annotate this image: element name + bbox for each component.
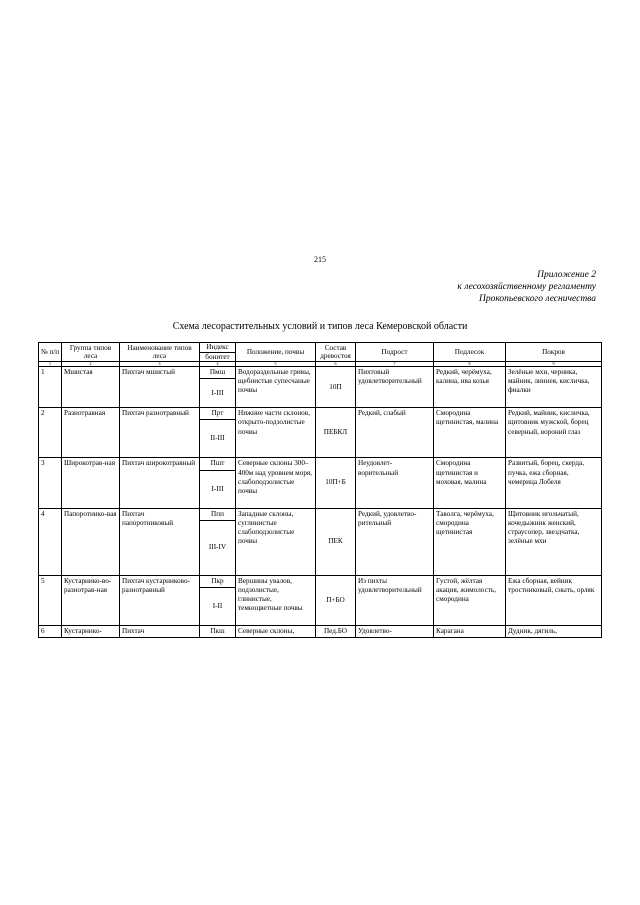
column-number: 7 [356, 362, 434, 367]
cell-name: Пихтач папоротниковый [120, 508, 200, 575]
column-number: 9 [506, 362, 602, 367]
column-number: 1 [39, 362, 62, 367]
cell-position: Северные склоны, [236, 626, 316, 638]
cell-num: 6 [39, 626, 62, 638]
header-underbrush: Подлесок [434, 343, 506, 362]
cell-bonitet: III-IV [200, 520, 236, 575]
header-row [39, 343, 602, 353]
cell-composition: Пед.БО [316, 626, 356, 638]
cell-group: Кустарнико- [62, 626, 120, 638]
cell-undergrowth: Редкий, удовлетво-рительный [356, 508, 434, 575]
cell-composition: П+БО [316, 575, 356, 625]
cell-group: Разнотравная [62, 408, 120, 458]
cell-num: 5 [39, 575, 62, 625]
cell-position: Водораздельные гривы, щебнистые супесчаные почвы [236, 367, 316, 408]
column-number: 4 [200, 362, 236, 367]
cell-position: Западные склоны, суглинистые слабоподзолистые почвы [236, 508, 316, 575]
cell-index: Пкш [200, 626, 236, 638]
cell-name: Пихтач разнотравный [120, 408, 200, 458]
cell-undergrowth: Пихтовый удовлетворительный [356, 367, 434, 408]
cell-underbrush: Смородина щетинистая, малина [434, 408, 506, 458]
cell-composition: ПЕК [316, 508, 356, 575]
cell-underbrush: Густой, жёлтая акация, жимолость, смородина [434, 575, 506, 625]
cell-underbrush: Таволга, черёмуха, смородина щетинистая [434, 508, 506, 575]
cell-position: Северные склоны 300–400м над уровнем моря, слабоподзолистые почвы [236, 458, 316, 508]
cell-undergrowth: Из пихты удовлетворительный [356, 575, 434, 625]
cell-index: Прт [200, 408, 236, 420]
cell-num: 1 [39, 367, 62, 408]
cell-cover: Редкий, майник, кисличка, щитовник мужской, борец северный, вороний глаз [506, 408, 602, 458]
header-bonitet: бонитет [200, 352, 236, 362]
document-title: Схема лесорастительных условий и типов леса Кемеровской области [172, 321, 468, 332]
appendix-line-3: Прокопьевского лесничества [478, 294, 596, 304]
forest-types-table [38, 342, 602, 638]
header-position: Положение, почвы [236, 343, 316, 362]
page-number: 215 [314, 255, 326, 264]
cell-bonitet: II-III [200, 420, 236, 458]
table-row [39, 575, 602, 587]
cell-undergrowth: Неудовлет-ворительный [356, 458, 434, 508]
cell-bonitet: I-III [200, 470, 236, 508]
cell-num: 2 [39, 408, 62, 458]
cell-index: Ппп [200, 508, 236, 520]
cell-group: Папоротнико-вая [62, 508, 120, 575]
header-index: Индекс [200, 343, 236, 353]
column-number: 5 [236, 362, 316, 367]
header-name: Наименование типов леса [120, 343, 200, 362]
cell-name: Пихтач кустарниково-разнотравный [120, 575, 200, 625]
header-num: № п/п [39, 343, 62, 362]
cell-group: Мшистая [62, 367, 120, 408]
appendix-line-2: к лесохозяйственному регламенту [457, 282, 596, 292]
cell-index: Пшт [200, 458, 236, 470]
table-row [39, 508, 602, 520]
cell-undergrowth: Редкий, слабый [356, 408, 434, 458]
column-number: 6 [316, 362, 356, 367]
table-row [39, 626, 602, 638]
cell-cover: Ежа сборная, вейник тростниковый, сныть, орляк [506, 575, 602, 625]
cell-cover: Зелёные мхи, черника, майник, линнея, кисличка, фиалки [506, 367, 602, 408]
cell-group: Широкотрав-ная [62, 458, 120, 508]
cell-cover: Развитый, борец, скерда, пучка, ежа сборная, чемерица Лобеля [506, 458, 602, 508]
column-number: 8 [434, 362, 506, 367]
cell-composition: 10П [316, 367, 356, 408]
header-composition: Состав древостоя [316, 343, 356, 362]
column-number: 2 [62, 362, 120, 367]
cell-group: Кустарнико-во-разнотрав-ная [62, 575, 120, 625]
cell-bonitet: I-II [200, 588, 236, 626]
cell-underbrush: Смородина щетинистая и моховая, малина [434, 458, 506, 508]
cell-position: Нижние части склонов, открыто-подзолистые почвы [236, 408, 316, 458]
cell-index: Пмш [200, 367, 236, 379]
cell-composition: 10П+Б [316, 458, 356, 508]
cell-underbrush: Карагана [434, 626, 506, 638]
appendix-note [457, 269, 596, 305]
header-undergrowth: Подрост [356, 343, 434, 362]
appendix-line-1: Приложение 2 [537, 270, 596, 280]
table-row [39, 408, 602, 420]
header-group: Группа типов леса [62, 343, 120, 362]
cell-index: Пкр [200, 575, 236, 587]
cell-cover: Дудник, дягиль, [506, 626, 602, 638]
table-row [39, 367, 602, 379]
cell-num: 3 [39, 458, 62, 508]
cell-name: Пихтач мшистый [120, 367, 200, 408]
table-row [39, 458, 602, 470]
cell-name: Пихтач [120, 626, 200, 638]
cell-undergrowth: Удовлетво- [356, 626, 434, 638]
column-number: 3 [120, 362, 200, 367]
cell-bonitet: I-III [200, 379, 236, 408]
cell-cover: Щитовник игольчатый, кочедыжник женский, страусопер, звездчатка, зелёные мхи [506, 508, 602, 575]
cell-name: Пихтач широкотравный [120, 458, 200, 508]
header-cover: Покров [506, 343, 602, 362]
cell-composition: ПЕБКЛ [316, 408, 356, 458]
cell-position: Вершины увалов, подзолистые, глинистые, темноцветные почвы [236, 575, 316, 625]
cell-underbrush: Редкий, черёмуха, калина, ива козья [434, 367, 506, 408]
cell-num: 4 [39, 508, 62, 575]
